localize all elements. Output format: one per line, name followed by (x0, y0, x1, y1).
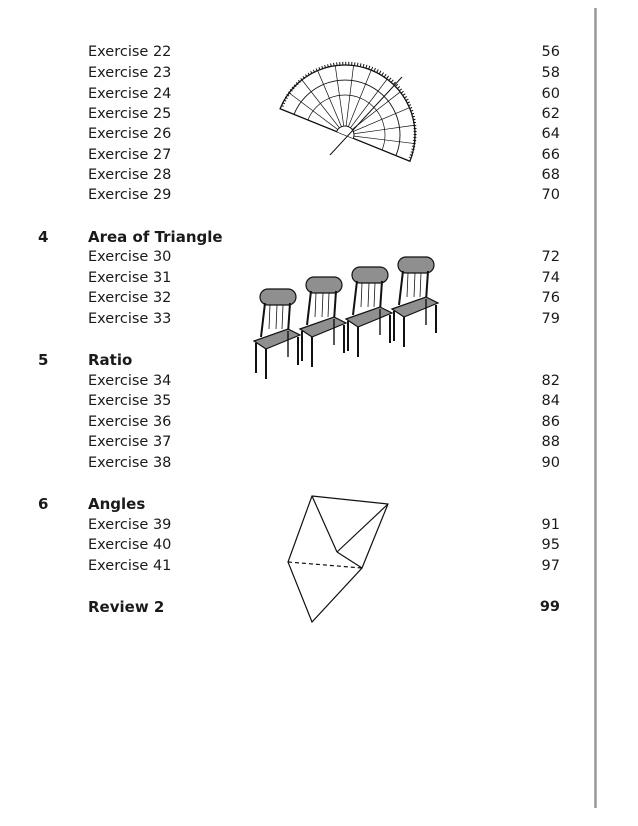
exercise-label: Exercise 22 (88, 44, 172, 60)
protractor-illustration (270, 55, 420, 175)
page-number: 64 (541, 126, 560, 142)
exercise-label: Exercise 24 (88, 86, 172, 102)
section-title: Area of Triangle (88, 228, 223, 246)
exercise-label: Exercise 35 (88, 393, 172, 409)
page-number: 90 (541, 455, 560, 471)
section-number: 4 (38, 228, 49, 246)
toc-row[interactable] (0, 391, 638, 411)
exercise-label: Exercise 37 (88, 434, 172, 450)
exercise-label: Exercise 28 (88, 167, 172, 183)
page-number: 62 (541, 106, 560, 122)
page-number: 95 (541, 537, 560, 553)
page-number: 70 (541, 187, 560, 203)
toc-row[interactable] (0, 432, 638, 452)
page-number: 84 (541, 393, 560, 409)
section-heading[interactable] (0, 227, 638, 247)
page-number: 82 (541, 373, 560, 389)
review-page-number: 99 (539, 599, 560, 615)
exercise-label: Exercise 30 (88, 249, 172, 265)
four-chairs-illustration (252, 255, 452, 385)
toc-row[interactable] (0, 453, 638, 473)
toc-row[interactable] (0, 185, 638, 205)
page-number: 79 (541, 311, 560, 327)
exercise-label: Exercise 25 (88, 106, 172, 122)
page-number: 66 (541, 147, 560, 163)
toc-row[interactable] (0, 412, 638, 432)
exercise-label: Exercise 39 (88, 517, 172, 533)
exercise-label: Exercise 40 (88, 537, 172, 553)
page-number: 76 (541, 290, 560, 306)
exercise-label: Exercise 34 (88, 373, 172, 389)
page-number: 58 (541, 65, 560, 81)
section-number: 6 (38, 495, 49, 513)
page-number: 60 (541, 86, 560, 102)
section-title: Angles (88, 495, 146, 513)
exercise-label: Exercise 31 (88, 270, 172, 286)
page-number: 72 (541, 249, 560, 265)
page-number: 68 (541, 167, 560, 183)
exercise-label: Exercise 38 (88, 455, 172, 471)
exercise-label: Exercise 32 (88, 290, 172, 306)
exercise-label: Exercise 26 (88, 126, 172, 142)
exercise-label: Exercise 36 (88, 414, 172, 430)
exercise-label: Exercise 33 (88, 311, 172, 327)
page-number: 91 (541, 517, 560, 533)
page-number: 88 (541, 434, 560, 450)
exercise-label: Exercise 27 (88, 147, 172, 163)
exercise-label: Exercise 23 (88, 65, 172, 81)
exercise-label: Exercise 29 (88, 187, 172, 203)
page-number: 56 (541, 44, 560, 60)
section-number: 5 (38, 351, 49, 369)
triangular-prism-illustration (282, 490, 394, 624)
section-title: Ratio (88, 351, 133, 369)
review-label: Review 2 (88, 598, 165, 616)
page-number: 74 (541, 270, 560, 286)
page-number: 97 (541, 558, 560, 574)
page-number: 86 (541, 414, 560, 430)
exercise-label: Exercise 41 (88, 558, 172, 574)
